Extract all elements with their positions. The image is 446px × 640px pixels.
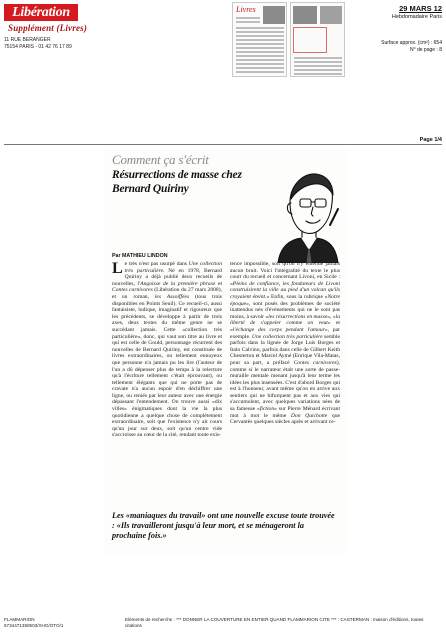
thumbnail-section-label: Livres: [236, 5, 256, 14]
thumbnail-article-highlight: [293, 27, 327, 53]
pull-quote-part: Les «: [112, 511, 130, 520]
footer-search-elements: Eléments de recherche : *** DONNER LA COUVERTURE EN ENTIER QUAND FLAMMARION CITE *** : CASTERMAN : maison d'éditions, toutes citations: [125, 617, 424, 628]
pull-quote-part: Ils travailleront jusqu'à leur mort, et se ménageront la prochaine fois.: [112, 521, 304, 540]
address-street: 11 RUE BERANGER: [4, 37, 51, 43]
italic-text-run: Pleins de confiance, les fondateurs de Livoni construisirent la ville au pied d'un volcan qu'ils croyaient éteint.: [230, 280, 340, 300]
address-city-phone: 75154 PARIS - 01 42 76 17 89: [4, 43, 72, 50]
pull-quote-part: maniaques du travail: [129, 511, 202, 520]
text-run: (Libération du 27 mars 2008), et un roman,: [112, 287, 222, 300]
italic-text-run: l'Angoisse de la première phrase: [137, 280, 216, 287]
italic-text-run: Une collection très particulière: [251, 333, 323, 340]
column-1-text: [112, 261, 222, 438]
text-run: semble parfois dans la lignée de Jorge Luis Borges et Italo Calvino, parfois dans celle de Gilbert Keith Chesterton et Marcel Aymé (Enrique Vila-Matas, pour sa part, a préfacé: [230, 333, 341, 366]
supplement-label: Supplément (Livres): [8, 23, 88, 33]
page-thumbnails: [232, 2, 345, 77]
thumbnail-page-2[interactable]: [290, 2, 345, 77]
text-run: tence impossible, soit qu'on n'y entende jamais aucun bruit. Voici l'intégralité du texte le plus court du recueil et concernant Livoni, en Sicile : «: [230, 261, 340, 287]
text-run: » sur Pierre Ménard écrivant mot à mot le même: [230, 406, 340, 419]
text-run: » Enfin, sous la rubrique «: [266, 293, 328, 300]
italic-text-run: les Assoiffées: [154, 293, 190, 300]
text-run: », «: [327, 313, 336, 320]
surface-area: Surface approx. (cm²) : 654: [381, 40, 442, 46]
italic-text-run: les résurrections en masse: [268, 313, 328, 320]
italic-text-run: Don Quichotte: [290, 412, 328, 419]
thumbnail-photo: [263, 6, 285, 24]
article-rubric: Comment ça s'écrit: [112, 152, 209, 167]
thumbnail-photo: [320, 6, 342, 24]
header-divider: [4, 144, 442, 145]
text-run: . Né en 1978, Bernard Quiriny a déjà publié deux recueils de nouvelles,: [112, 267, 222, 287]
article-column-1: [112, 261, 222, 439]
page-number: N° de page : 8: [409, 46, 442, 53]
publication-frequency: Hebdomadaire Paris: [391, 14, 442, 20]
header-info: [392, 4, 442, 21]
italic-text-run: fiction: [259, 406, 275, 413]
column-2-text: [230, 261, 340, 425]
author-caricature-illustration: [272, 163, 344, 263]
pull-quote: [112, 511, 338, 541]
text-run: », sont posés des problèmes de société inattendus nés d'événements qui ne le sont pas moins, à savoir «: [230, 300, 340, 320]
italic-text-run: Une collection très particulière: [124, 261, 222, 274]
footer-publisher-name: FLAMMARION: [4, 617, 35, 622]
text-run: » et «: [230, 320, 340, 333]
article-headline: Résurrections de masse chez Bernard Quiriny: [112, 169, 242, 195]
article-column-2: [230, 261, 340, 426]
italic-text-run: l'échange des corps pendant l'amour: [232, 326, 325, 333]
text-run: que Cervantès quelques siècles après et arrivant ce-: [230, 412, 340, 426]
pull-quote-part: » ont une nouvelle excuse toute trouvée : «: [112, 511, 335, 530]
thumbnail-page-1[interactable]: [232, 2, 287, 77]
issue-date: 29 MARS 12: [399, 4, 442, 13]
footer-publisher: [4, 617, 63, 628]
liberation-logo: Libération: [4, 4, 78, 21]
italic-text-run: la liberté de s'appeler comme on veut: [230, 313, 340, 327]
italic-text-run: Contes carnivores: [293, 359, 337, 366]
surface-meta: [381, 40, 442, 53]
text-run: », par exemple.: [230, 326, 340, 340]
footer-reference: 6734471350503/XHO/OTO/1: [4, 622, 64, 628]
publisher-address: [4, 37, 72, 50]
article-byline: Par MATHIEU LINDON: [112, 253, 168, 259]
text-run: (tous trois disponibles en Points Seuil). Ce recueil-ci, aussi fantaisiste, ludique, imaginatif et rigoureux que les précédents, se développe à partir de trois axes, deux textes du même genre ne se succédant jamais. Cette «collection très particulière», donc, qui vaut son titre au livre et qui est celle de Gould, personnage récurrent des nouvelles de Bernard Quiriny, est constituée de livres extraordinaires, ou tellement ennuyeux que personne n'a jamais pu les lire (l'auteur de l'un a dû dépenser plus de temps à la relecture qu'à l'écriture tellement c'était éprouvant), ou tellement élégants que qui ne porte pas de cravate n'a aucun espoir d'en déchiffrer une ligne, ou reniés par leur auteur avec une énergie dépassant l'entendement. On trouve aussi «dix villes» énigmatiques dont la vie la plus quotidienne a quelque chose de complètement extraordinaire, soit que l'existence n'y ait cours qu'un jour sur deux, soit qu'un centre vide s'accroisse au cœur de la cité, rendant toute exis-: [112, 293, 222, 439]
italic-text-run: Contes carnivores: [112, 287, 153, 294]
page-count: Page 1/4: [419, 137, 442, 143]
dropcap-letter: L: [112, 260, 123, 277]
italic-text-run: Notre époque: [230, 293, 340, 307]
thumbnail-photo: [293, 6, 317, 24]
text-run: ), comme si le narrateur était une sorte de passe-muraille mentale menant jusqu'à leur terme les idées les plus insensées. C'est d'abord Borges qui est à l'honneur, avant même qu'on en arrive aux sentiers qui ne bifurquent pas et aux vies qui s'accumulent, avec quelques variations nées de sa fameuse «: [230, 359, 341, 413]
text-run: e très n'est pas usurpé dans: [124, 261, 189, 267]
article-clipping: [104, 149, 348, 555]
text-run: et: [215, 280, 222, 287]
pull-quote-part: »: [162, 531, 167, 540]
